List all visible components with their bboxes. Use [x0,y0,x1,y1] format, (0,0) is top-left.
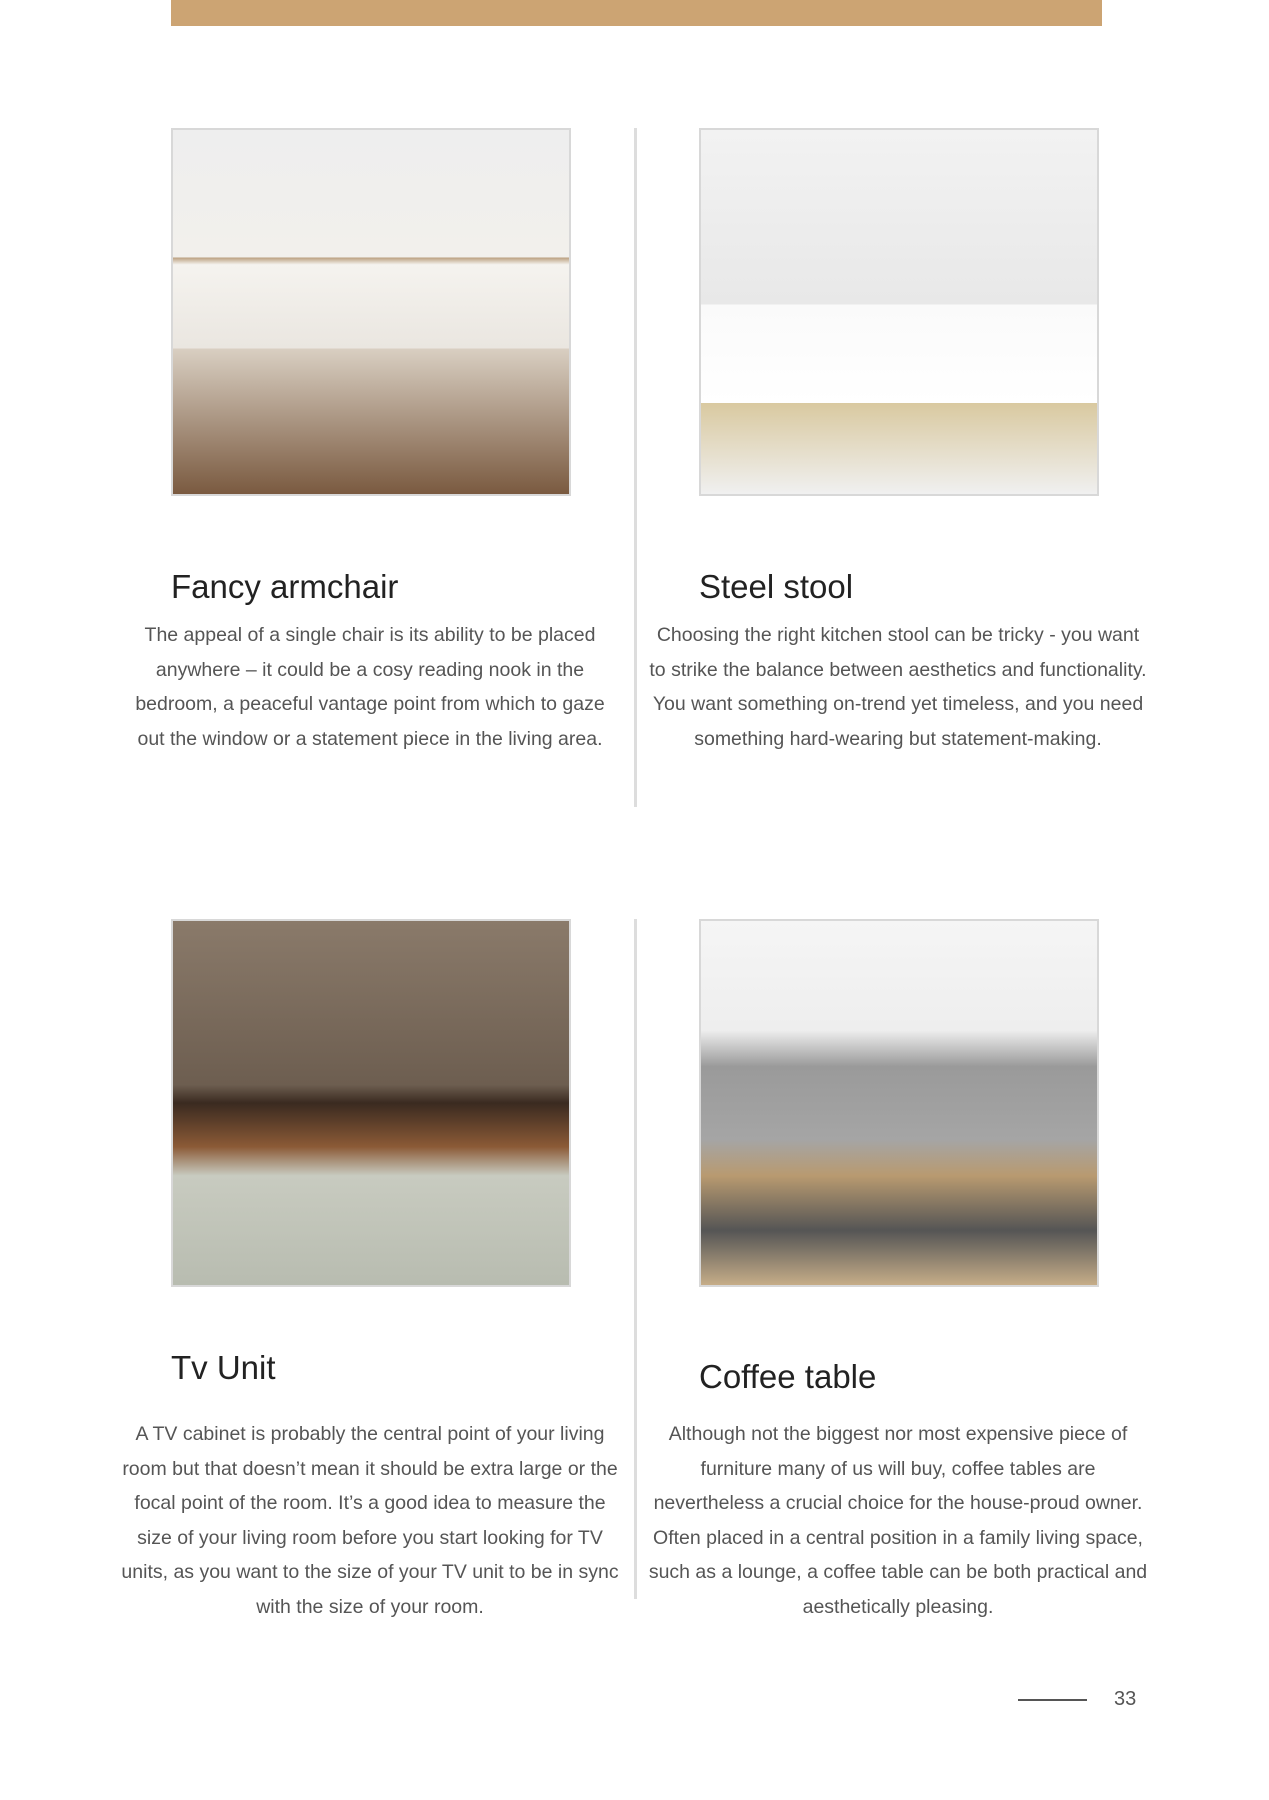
item-description: Choosing the right kitchen stool can be tricky - you want to strike the balance between aesthetics and functionality. You want something on-trend yet timeless, and you need something hard-wearing but statement-making. [649,624,1147,750]
header-accent-bar [171,0,1102,26]
item-title: Tv Unit [171,1349,276,1386]
item-description: Although not the biggest nor most expensive piece of furniture many of us will buy, coffee tables are nevertheless a crucial choice for the house-proud owner. Often placed in a central position in a family living space, such as a lounge, a coffee table can be both practical and aesthetically pleasing. [648,1423,1148,1618]
item-description: The appeal of a single chair is its ability to be placed anywhere – it could be a cosy reading nook in the bedroom, a peaceful vantage point from which to gaze out the window or a statement piece in the living area. [135,624,605,750]
column-divider [634,128,637,807]
kitchen-stool-photo [699,128,1099,496]
column-divider [634,919,637,1599]
coffee-table-photo [699,919,1099,1287]
tv-unit-photo [171,919,571,1287]
armchair-photo [171,128,571,496]
item-title: Steel stool [699,568,854,605]
page-number-rule [1018,1699,1087,1701]
item-title: Fancy armchair [171,568,399,605]
item-description: A TV cabinet is probably the central point of your living room but that doesn’t mean it should be extra large or the focal point of the room. It’s a good idea to measure the size of your living room before you start looking for TV units, as you want to the size of your TV unit to be in sync with the size of your room. [121,1423,619,1618]
page-number: 33 [1114,1688,1137,1710]
item-title: Coffee table [699,1358,877,1395]
